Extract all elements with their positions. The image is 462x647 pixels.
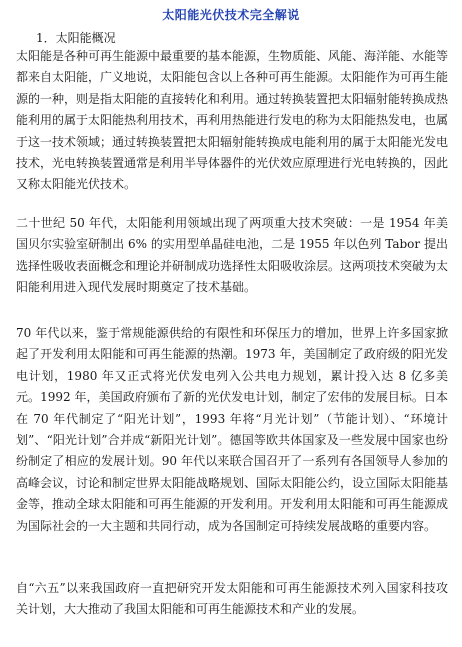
- paragraph-1950s-breakthroughs: 二十世纪 50 年代，太阳能利用领域出现了两项重大技术突破：一是 1954 年美国贝尔实验室研制出 6% 的实用型单晶硅电池，二是 1955 年以色列 Tabor 提出选择性吸收表面概念和理论并研制成功选择性太阳吸收涂层。这两项技术突破为太阳能利用进入现代发展时期奠定了技术基础。: [16, 216, 449, 295]
- paragraph-overview: 太阳能是各种可再生能源中最重要的基本能源，生物质能、风能、海洋能、水能等都来自太阳能，广义地说，太阳能包含以上各种可再生能源。太阳能作为可再生能源的一种，则是指太阳能的直接转化和利用。通过转换装置把太阳辐射能转换成热能利用的属于太阳能热利用技术，再利用热能进行发电的称为太阳能热发电，也属于这一技术领域；通过转换装置把太阳辐射能转换成电能利用的属于太阳能光发电技术，光电转换装置通常是利用半导体器件的光伏效应原理进行光电转换的，因此又称太阳能光伏技术。: [16, 49, 449, 192]
- paragraph-china-policy: 自“六五”以来我国政府一直把研究开发太阳能和可再生能源技术列入国家科技攻关计划，大大推动了我国太阳能和可再生能源技术和产业的发展。: [16, 581, 448, 617]
- section-heading: 1．太阳能概况: [36, 31, 116, 45]
- document-title: 太阳能光伏技术完全解说: [162, 8, 300, 22]
- paragraph-1970s-development: 70 年代以来，鉴于常规能源供给的有限性和环保压力的增加，世界上许多国家掀起了开发利用太阳能和可再生能源的热潮。1973 年，美国制定了政府级的阳光发电计划，1980 年又正式将光伏发电列入公共电力规划，累计投入达 8 亿多美元。1992 年，美国政府颁布了新的光伏发电计划，制定了宏伟的发展目标。日本在 70 年代制定了“阳光计划”，1993 年将“月光计划”（节能计划）、“环境计划”、“阳光计划”合并成“新阳光计划”。德国等欧共体国家及一些发展中国家也纷纷制定了相应的发展计划。90 年代以来联合国召开了一系列有各国领导人参加的高峰会议，讨论和制定世界太阳能战略规划、国际太阳能公约，设立国际太阳能基金等，推动全球太阳能和可再生能源的开发利用。开发利用太阳能和可再生能源成为国际社会的一大主题和共同行动，成为各国制定可持续发展战略的重要内容。: [16, 326, 449, 533]
